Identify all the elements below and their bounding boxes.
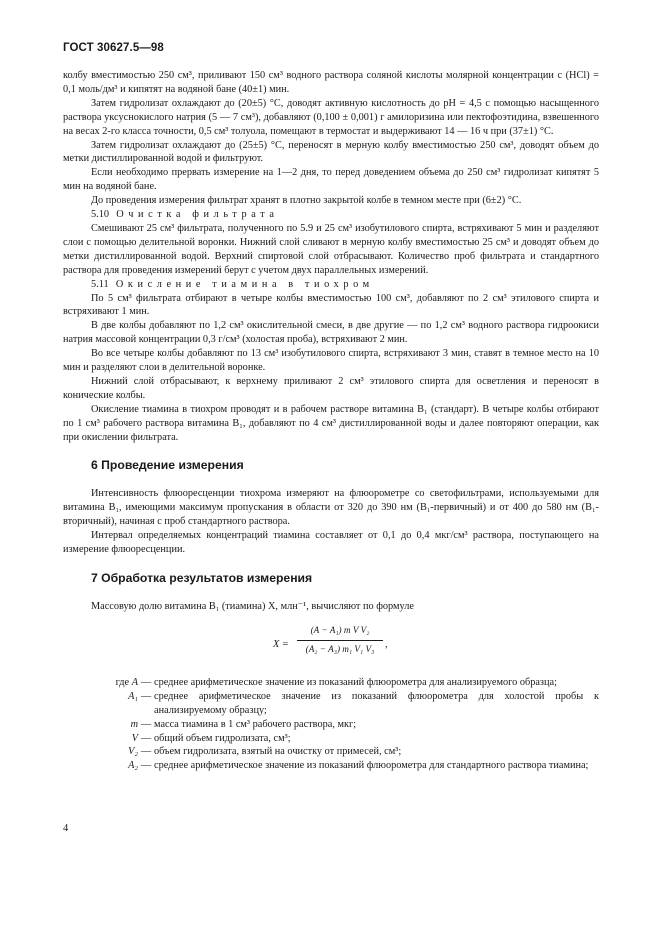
definition-dash: — bbox=[140, 732, 152, 744]
section-7-heading: 7 Обработка результатов измерения bbox=[91, 571, 313, 585]
page-header: ГОСТ 30627.5—98 bbox=[63, 42, 164, 54]
paragraph: Нижний слой отбрасывают, к верхнему приливают 2 см³ этилового спирта для осветления и переносят в конические колбы. bbox=[63, 375, 599, 401]
definition-item bbox=[63, 745, 599, 759]
definition-symbol bbox=[63, 732, 138, 746]
paragraph: Массовую долю витамина B₁ (тиамина) X, млн⁻¹, вычисляют по формуле bbox=[91, 601, 414, 612]
symbol-text: V bbox=[131, 732, 138, 744]
paragraph: Во все четыре колбы добавляют по 13 см³ изобутилового спирта, встряхивают 3 мин, ставят в темное место на 10 мин и разделяют слои в делительной воронке. bbox=[63, 348, 599, 374]
definition-text: объем гидролизата, взятый на очистку от примесей, см³; bbox=[154, 746, 402, 758]
definition-item bbox=[63, 732, 599, 746]
definition-dash: — bbox=[140, 690, 152, 702]
definition-text: среднее арифметическое значение из показаний флюорометра для холостой пробы к анализируемому образцу; bbox=[154, 690, 599, 716]
symbol-text: A₂ bbox=[128, 760, 138, 772]
formula-fraction bbox=[297, 624, 383, 657]
formula-lhs: X = bbox=[273, 638, 289, 650]
subsection-title: Окисление тиамина в тиохром bbox=[115, 278, 374, 290]
section-6-heading: 6 Проведение измерения bbox=[91, 458, 244, 473]
variable-definitions bbox=[63, 676, 599, 773]
definition-dash: — bbox=[140, 718, 152, 730]
definition-item bbox=[63, 718, 599, 732]
definition-item bbox=[63, 759, 599, 773]
symbol-text: A₁ bbox=[128, 690, 138, 702]
definition-symbol bbox=[63, 745, 138, 759]
formula bbox=[63, 624, 599, 670]
definition-dash: — bbox=[140, 676, 152, 688]
subsection-5-10-heading bbox=[63, 208, 599, 222]
symbol-text: m bbox=[130, 718, 138, 730]
paragraph: Если необходимо прервать измерение на 1—2 дня, то перед доведением объема до 250 см³ гидролизат кипятят 5 мин на водяной бане. bbox=[63, 167, 599, 193]
definition-text: масса тиамина в 1 см³ рабочего раствора, мкг; bbox=[154, 718, 357, 730]
page-body bbox=[63, 69, 599, 773]
definition-item bbox=[63, 676, 599, 690]
formula-numerator: (A − A₁) m V V₂ bbox=[297, 624, 383, 641]
paragraph: Интервал определяемых концентраций тиамина составляет от 0,1 до 0,4 мкг/см³ раствора, поступающего на измерение флюоресценции. bbox=[63, 530, 599, 556]
definition-text: среднее арифметическое значение из показаний флюорометра для стандартного раствора тиамина; bbox=[154, 760, 589, 772]
definition-symbol bbox=[63, 690, 138, 704]
paragraph: До проведения измерения фильтрат хранят в плотно закрытой колбе в темном месте при (6±2) °С. bbox=[91, 195, 522, 207]
definition-dash: — bbox=[140, 746, 152, 758]
definition-item bbox=[63, 690, 599, 718]
paragraph: Смешивают 25 см³ фильтрата, полученного по 5.9 и 25 см³ изобутилового спирта, встряхивают 5 мин и разделяют слои с помощью делительной воронки. Нижний слой сливают в мерную колбу вместимостью 25 см³ и доводят объем до метки дистиллированной водой. Верхний спиртовой слой отбрасывают. Количество проб фильтрата и стандартного раствора для проведения измерений берут с учетом двух параллельных измерений. bbox=[63, 222, 599, 276]
paragraph: В две колбы добавляют по 1,2 см³ окислительной смеси, в две другие — по 1,2 см³ водного раствора гидроокиси натрия массовой концентрации 0,3 г/см³ (холостая проба), встряхивают 2 мин. bbox=[63, 320, 599, 346]
definition-symbol bbox=[63, 676, 138, 690]
paragraph: По 5 см³ фильтрата отбирают в четыре колбы вместимостью 100 см³, добавляют по 2 см³ этилового спирта и встряхивают 1 мин. bbox=[63, 292, 599, 318]
paragraph: колбу вместимостью 250 см³, приливают 150 см³ водного раствора соляной кислоты молярной концентрации c (HCl) = 0,1 моль/дм³ и кипятят на водяной бане (40±1) мин. bbox=[63, 70, 599, 95]
spacer bbox=[63, 557, 599, 571]
definition-text: общий объем гидролизата, см³; bbox=[154, 732, 291, 744]
subsection-5-11-heading bbox=[63, 278, 599, 292]
formula-denominator: (A₂ − A₃) m₁ V₁ V₃ bbox=[305, 643, 375, 654]
formula-comma: , bbox=[385, 638, 388, 650]
definition-dash: — bbox=[140, 760, 152, 772]
subsection-number: 5.11 bbox=[91, 278, 109, 290]
subsection-title: Очистка фильтрата bbox=[116, 209, 279, 221]
paragraph: Затем гидролизат охлаждают до (25±5) °С, переносят в мерную колбу вместимостью 250 см³, доводят объем до метки дистиллированной водой и фильтруют. bbox=[63, 139, 599, 165]
paragraph: Интенсивность флюоресценции тиохрома измеряют на флюорометре со светофильтрами, используемыми для витамина B₁, имеющими максимум пропускания в области от 320 до 390 нм (B₁-первичный) и от 400 до 580 нм (B₁-вторичный), начиная с проб стандартного раствора. bbox=[63, 488, 599, 528]
page-number: 4 bbox=[63, 823, 69, 834]
paragraph: Затем гидролизат охлаждают до (20±5) °С, доводят активную кислотность до pH = 4,5 с помощью насыщенного раствора уксуснокислого натрия (5 — 7 см³), добавляют (0,100 ± 0,001) г амилоризина или пектофоэтидина, взвешенного на весах 2-го класса точности, 0,5 см³ толуола, помещают в термостат и выдерживают 14 — 16 ч при (37±1) °С. bbox=[63, 97, 599, 137]
definition-text: среднее арифметическое значение из показаний флюорометра для анализируемого образца; bbox=[154, 676, 557, 688]
definition-symbol bbox=[63, 759, 138, 773]
definition-symbol bbox=[63, 718, 138, 732]
symbol-text: V₂ bbox=[128, 746, 138, 758]
spacer bbox=[63, 444, 599, 458]
paragraph: Окисление тиамина в тиохром проводят и в рабочем растворе витамина B₁ (стандарт). В четыре колбы отбирают по 1 см³ рабочего раствора витамина B₁, добавляют по 4 см³ дистиллированной воды и далее повторяют операции, как при окислении фильтрата. bbox=[63, 403, 599, 443]
symbol-text: A bbox=[131, 676, 138, 688]
subsection-number: 5.10 bbox=[91, 209, 110, 221]
where-word: где bbox=[115, 676, 130, 688]
